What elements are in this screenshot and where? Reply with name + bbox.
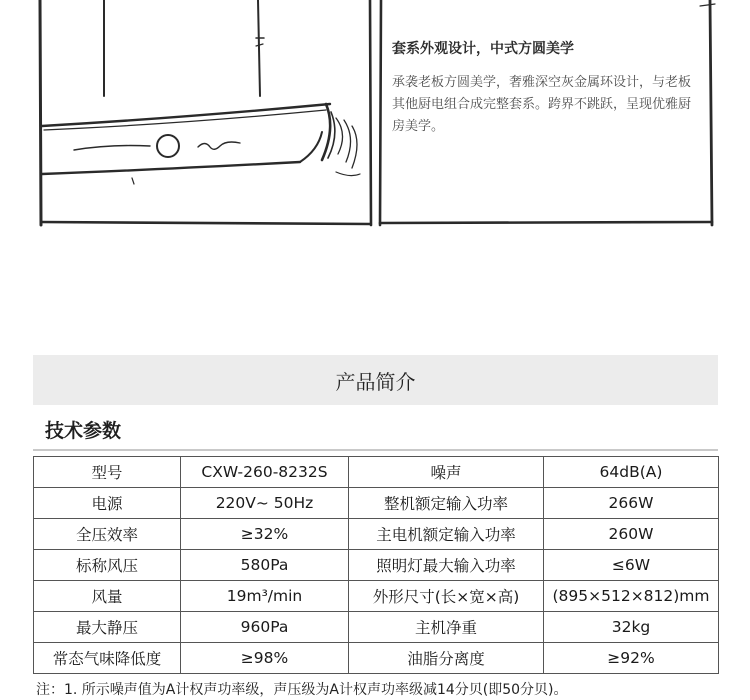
- spec-label: 主电机额定输入功率: [349, 519, 544, 550]
- spec-value: 260W: [544, 519, 719, 550]
- spec-value: 19m³/min: [181, 581, 349, 612]
- spec-label: 整机额定输入功率: [349, 488, 544, 519]
- spec-value: CXW-260-8232S: [181, 457, 349, 488]
- specs-table: [33, 456, 719, 674]
- spec-label: 常态气味降低度: [34, 643, 181, 674]
- table-row: [34, 457, 719, 488]
- spec-value: 580Pa: [181, 550, 349, 581]
- spec-label: 全压效率: [34, 519, 181, 550]
- table-row: [34, 519, 719, 550]
- table-row: [34, 643, 719, 674]
- spec-value: ≥32%: [181, 519, 349, 550]
- divider: [33, 449, 718, 451]
- params-title: 技术参数: [45, 420, 122, 442]
- spec-value: ≤6W: [544, 550, 719, 581]
- spec-value: 266W: [544, 488, 719, 519]
- spec-label: 风量: [34, 581, 181, 612]
- spec-label: 主机净重: [349, 612, 544, 643]
- feature-description: 承袭老板方圆美学，奢雅深空灰金属环设计，与老板其他厨电组合成完整套系。跨界不跳跃，呈现优雅厨房美学。: [392, 75, 692, 134]
- spec-label: 照明灯最大输入功率: [349, 550, 544, 581]
- table-row: [34, 612, 719, 643]
- spec-value: (895×512×812)mm: [544, 581, 719, 612]
- table-row: [34, 581, 719, 612]
- spec-value: 32kg: [544, 612, 719, 643]
- spec-value: 64dB(A): [544, 457, 719, 488]
- spec-label: 型号: [34, 457, 181, 488]
- spec-label: 噪声: [349, 457, 544, 488]
- spec-value: 960Pa: [181, 612, 349, 643]
- table-row: [34, 488, 719, 519]
- spec-label: 标称风压: [34, 550, 181, 581]
- table-row: [34, 550, 719, 581]
- feature-title: 套系外观设计，中式方圆美学: [392, 41, 574, 57]
- spec-value: 220V~ 50Hz: [181, 488, 349, 519]
- section-title: 产品简介: [335, 369, 416, 394]
- footnote: 注：1. 所示噪声值为A计权声功率级，声压级为A计权声功率级减14分贝(即50分贝)。: [36, 682, 568, 698]
- section-header: [33, 355, 718, 405]
- spec-label: 油脂分离度: [349, 643, 544, 674]
- spec-value: ≥98%: [181, 643, 349, 674]
- spec-value: ≥92%: [544, 643, 719, 674]
- spec-label: 电源: [34, 488, 181, 519]
- spec-label: 最大静压: [34, 612, 181, 643]
- spec-label: 外形尺寸(长×宽×高): [349, 581, 544, 612]
